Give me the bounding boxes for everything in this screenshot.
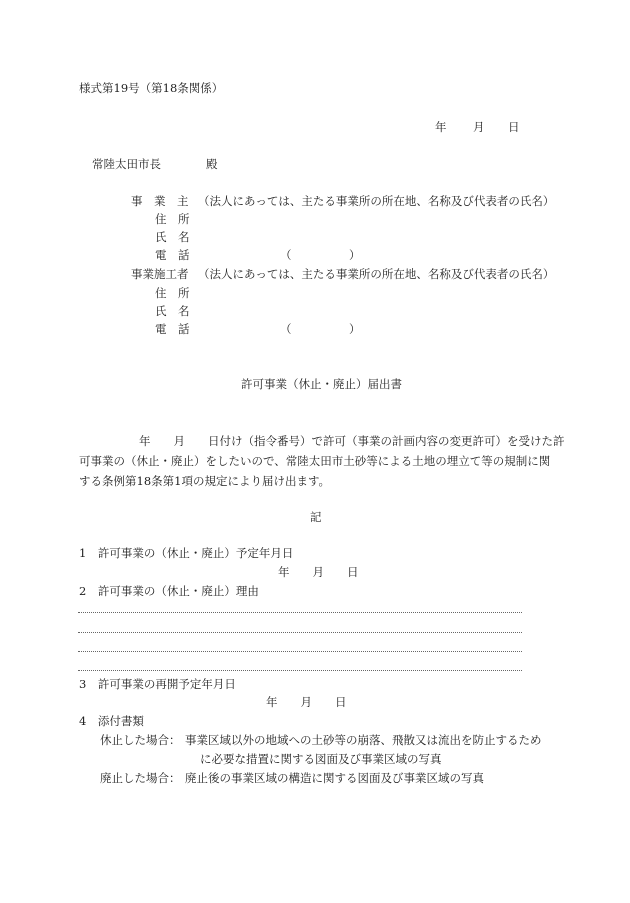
suspend-text-2: に必要な措置に関する図面及び事業区域の写真: [200, 752, 442, 766]
addressee-name: 常陸太田市長: [92, 157, 161, 171]
reason-line-3: [78, 651, 522, 652]
body-line-3: する条例第18条第1項の規定により届け出ます。: [79, 474, 331, 488]
month-label: 月: [473, 120, 485, 134]
item-3-date: 年 月 日: [266, 695, 347, 709]
item-1-label: 1 許可事業の（休止・廃止）予定年月日: [79, 546, 294, 560]
reason-line-4: [78, 670, 522, 671]
form-number: 様式第19号（第18条関係）: [79, 81, 224, 95]
operator-label: 事 業 主: [131, 194, 189, 208]
suspend-text-1: 事業区域以外の地域への土砂等の崩落、飛散又は流出を防止するため: [185, 733, 542, 747]
contractor-phone-label: 電 話: [155, 322, 190, 336]
operator-name-label: 氏 名: [155, 230, 190, 244]
abolish-text: 廃止後の事業区域の構造に関する図面及び事業区域の写真: [185, 771, 484, 785]
operator-phone-paren: （ ）: [280, 248, 361, 262]
operator-note: （法人にあっては、主たる事業所の所在地、名称及び代表者の氏名）: [198, 194, 555, 208]
body-line-1: 年 月 日付け（指令番号）で許可（事業の計画内容の変更許可）を受けた許: [139, 434, 565, 448]
item-1-date: 年 月 日: [278, 565, 359, 579]
operator-address-label: 住 所: [155, 212, 190, 226]
reason-line-2: [78, 632, 522, 633]
item-4-label: 4 添付書類: [79, 714, 144, 728]
document-title: 許可事業（休止・廃止）届出書: [241, 377, 402, 391]
operator-phone-label: 電 話: [155, 248, 190, 262]
abolish-label: 廃止した場合：: [100, 771, 181, 785]
day-label: 日: [508, 120, 520, 134]
reason-line-1: [78, 612, 522, 613]
ki-heading: 記: [310, 510, 322, 524]
year-label: 年: [435, 120, 447, 134]
contractor-note: （法人にあっては、主たる事業所の所在地、名称及び代表者の氏名）: [198, 267, 555, 281]
contractor-label: 事業施工者: [131, 267, 189, 281]
addressee-honorific: 殿: [206, 157, 218, 171]
suspend-label: 休止した場合：: [100, 733, 181, 747]
body-line-2: 可事業の（休止・廃止）をしたいので、常陸太田市土砂等による土地の埋立て等の規制に関: [79, 454, 551, 468]
contractor-phone-paren: （ ）: [280, 322, 361, 336]
item-3-label: 3 許可事業の再開予定年月日: [79, 677, 236, 691]
item-2-label: 2 許可事業の（休止・廃止）理由: [79, 584, 259, 598]
contractor-address-label: 住 所: [155, 286, 190, 300]
contractor-name-label: 氏 名: [155, 304, 190, 318]
